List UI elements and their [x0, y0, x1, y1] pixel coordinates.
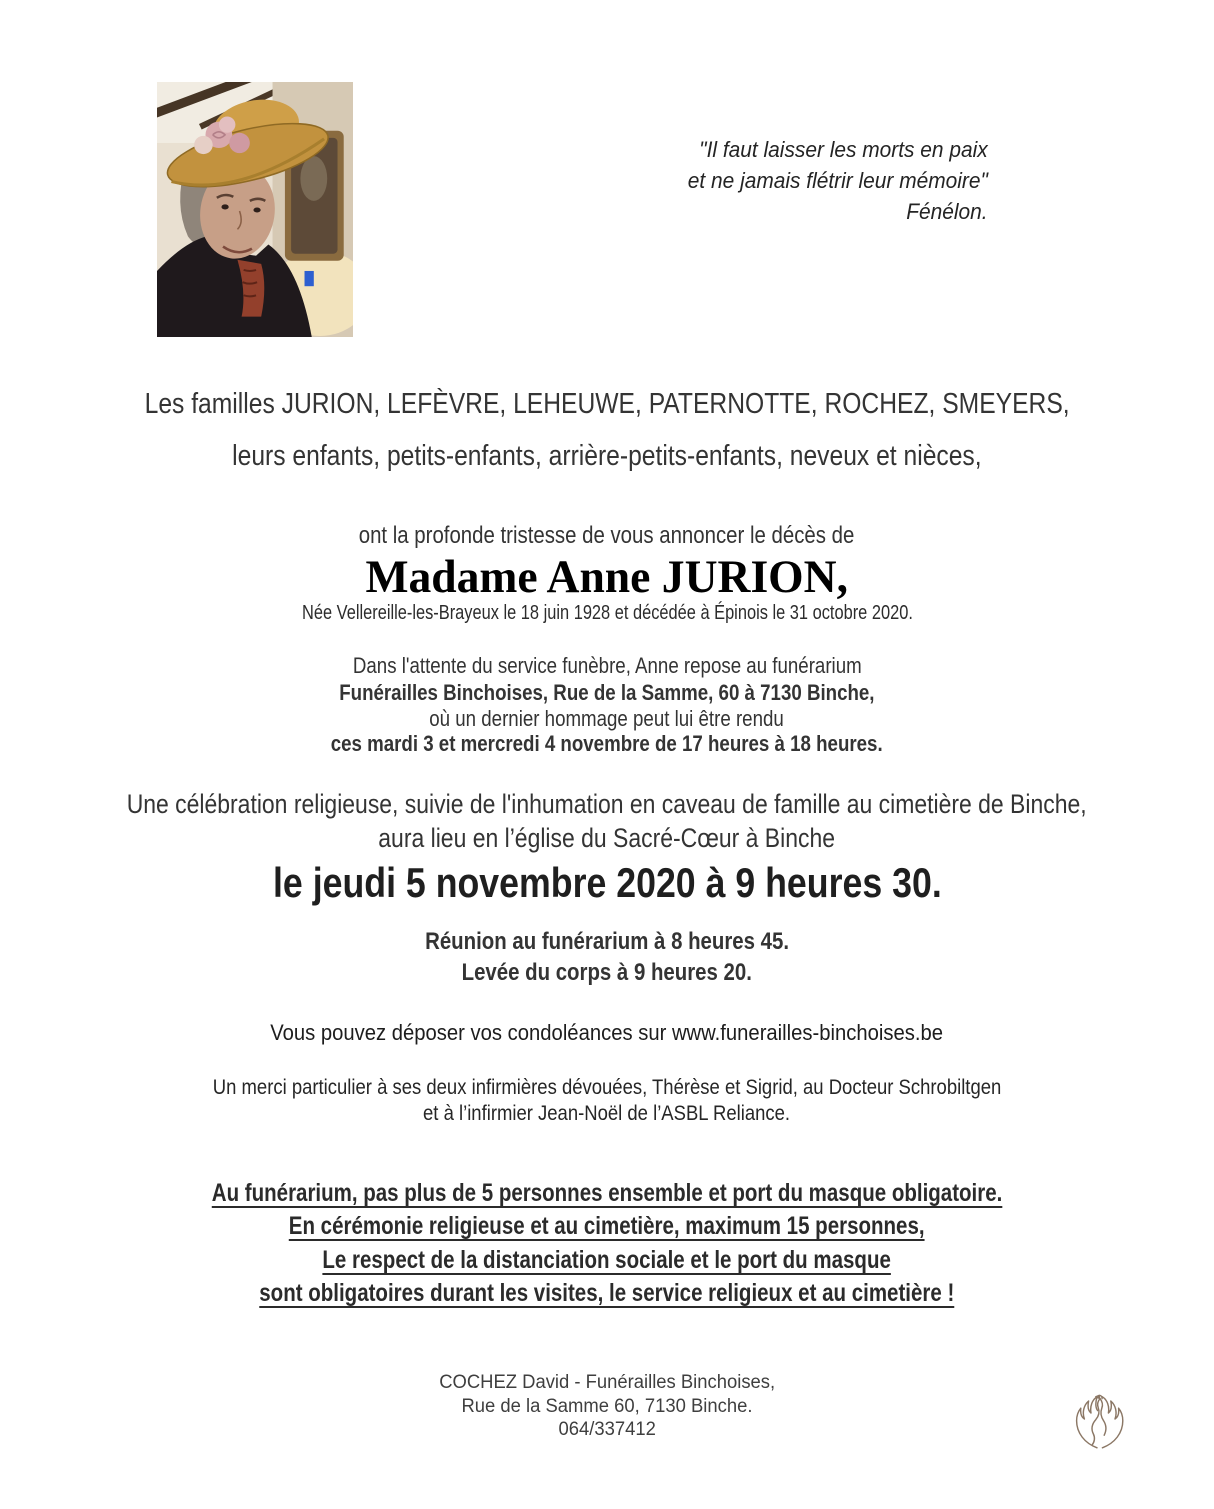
condolences-line: Vous pouvez déposer vos condoléances sur www.funerailles-binchoises.be: [270, 1020, 944, 1045]
portrait-photo-illustration: [157, 82, 353, 337]
levee-du-corps-line: Levée du corps à 9 heures 20.: [461, 959, 753, 986]
birth-death-line: Née Vellereille-les-Brayeux le 18 juin 1928 et décédée à Épinois le 31 octobre 2020.: [301, 602, 913, 624]
covid-rule-2: En cérémonie religieuse et au cimetière, maximum 15 personnes,: [289, 1212, 925, 1240]
funerarium-line-1: Dans l'attente du service funèbre, Anne repose au funérarium: [352, 653, 862, 678]
thanks-line-2: et à l’infirmier Jean-Noël de l’ASBL Reliance.: [423, 1102, 791, 1125]
families-line-1: Les familles JURION, LEFÈVRE, LEHEUWE, PATERNOTTE, ROCHEZ, SMEYERS,: [144, 388, 1070, 420]
phoenix-bird-drawing: [1064, 1386, 1136, 1464]
families-line-2: leurs enfants, petits-enfants, arrière-petits-enfants, neveux et nièces,: [232, 440, 982, 472]
phoenix-logo-icon: [1064, 1386, 1136, 1464]
deceased-name: Madame Anne JURION,: [365, 551, 849, 603]
portrait-photo: [157, 82, 353, 337]
meeting-time-line: Réunion au funérarium à 8 heures 45.: [425, 928, 789, 955]
footer-phone: 064/337412: [558, 1419, 656, 1440]
covid-rule-1: Au funérarium, pas plus de 5 personnes ensemble et port du masque obligatoire.: [211, 1179, 1003, 1207]
footer-funeral-home: COCHEZ David - Funérailles Binchoises,: [439, 1372, 775, 1393]
covid-rule-4: sont obligatoires durant les visites, le service religieux et au cimetière !: [259, 1279, 955, 1307]
covid-rule-3: Le respect de la distanciation sociale et le port du masque: [322, 1246, 892, 1274]
funerarium-visiting-hours: ces mardi 3 et mercredi 4 novembre de 17 heures à 18 heures.: [331, 731, 883, 756]
ceremony-line-2: aura lieu en l’église du Sacré-Cœur à Binche: [378, 823, 836, 853]
announcement-intro: ont la profonde tristesse de vous annoncer le décès de: [359, 522, 855, 549]
funerarium-line-3: où un dernier hommage peut lui être rendu: [429, 706, 785, 731]
ceremony-date: le jeudi 5 novembre 2020 à 9 heures 30.: [272, 859, 942, 906]
thanks-line-1: Un merci particulier à ses deux infirmières dévouées, Thérèse et Sigrid, au Docteur Schrobiltgen: [212, 1076, 1002, 1099]
quote-attribution: Fénélon.: [906, 199, 988, 224]
epitaph-quote: [672, 134, 988, 227]
quote-line: "Il faut laisser les morts en paix: [699, 137, 988, 162]
footer-address: Rue de la Samme 60, 7130 Binche.: [461, 1396, 753, 1417]
ceremony-line-1: Une célébration religieuse, suivie de l'inhumation en caveau de famille au cimetière de Binche,: [127, 789, 1087, 819]
funerarium-address: Funérailles Binchoises, Rue de la Samme, 60 à 7130 Binche,: [339, 680, 875, 705]
quote-line: et ne jamais flétrir leur mémoire": [687, 168, 988, 193]
